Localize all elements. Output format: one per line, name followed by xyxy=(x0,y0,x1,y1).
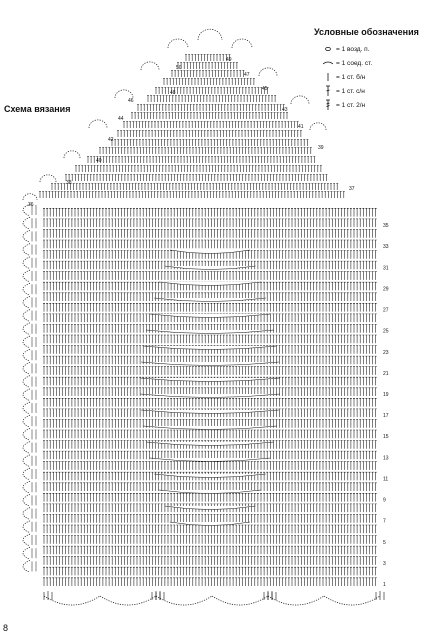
stitch-row xyxy=(43,483,377,491)
bottom-fan xyxy=(268,591,276,600)
border-stitches xyxy=(32,548,36,558)
motif-arc xyxy=(164,266,255,270)
left-scallop xyxy=(23,415,30,427)
row-number: 37 xyxy=(349,186,355,192)
stitch-row xyxy=(43,493,377,501)
row-number: 11 xyxy=(383,476,389,483)
left-scallop xyxy=(23,521,30,533)
left-scallop xyxy=(23,494,30,506)
bottom-scallop xyxy=(212,596,268,605)
legend-label-chain: = 1 возд. п. xyxy=(336,45,370,53)
border-stitches xyxy=(32,350,36,360)
scallop-arc xyxy=(259,68,277,76)
motif-arc xyxy=(143,346,277,350)
left-scallop xyxy=(23,283,30,295)
row-number: 3 xyxy=(383,560,386,567)
left-scallop xyxy=(23,296,30,308)
left-scallop xyxy=(23,336,30,348)
left-scallop xyxy=(23,270,30,282)
row-number: 1 xyxy=(383,582,386,588)
row-number: 15 xyxy=(383,434,389,441)
border-stitches xyxy=(32,443,36,453)
border-stitches xyxy=(32,337,36,347)
left-scallop xyxy=(23,468,30,480)
legend-label-single: = 1 ст. б/н xyxy=(336,73,366,81)
stitch-row xyxy=(43,578,377,586)
stitch-row xyxy=(43,303,377,311)
bottom-scallop xyxy=(268,596,324,605)
left-border xyxy=(23,204,36,572)
border-stitches xyxy=(32,258,36,268)
stitch-row xyxy=(43,525,377,533)
scallop-arc xyxy=(23,194,37,200)
stitch-row xyxy=(163,79,255,86)
legend-label-treble: = 1 ст. 2/н xyxy=(336,101,366,109)
bottom-scallop xyxy=(44,596,100,605)
row-number: 44 xyxy=(118,116,124,122)
left-scallop xyxy=(23,534,30,546)
left-scallop xyxy=(23,217,30,229)
border-stitches xyxy=(32,509,36,519)
row-number: 17 xyxy=(383,413,389,420)
stitch-row xyxy=(171,71,244,78)
row-number: 48 xyxy=(170,90,176,96)
motif-arc xyxy=(164,506,255,510)
row-number: 33 xyxy=(383,244,389,251)
stitch-row xyxy=(131,113,288,120)
scallop-arc xyxy=(168,39,188,48)
border-stitches xyxy=(32,271,36,281)
border-stitches xyxy=(32,456,36,466)
scallop-arc xyxy=(291,96,309,104)
row-number: 9 xyxy=(383,497,386,504)
motif-arc xyxy=(170,250,250,254)
stitch-row xyxy=(43,398,377,406)
motif-arc xyxy=(143,426,277,430)
stitch-row xyxy=(137,105,285,112)
row-number: 7 xyxy=(383,518,386,525)
left-scallop xyxy=(23,547,30,559)
left-scallop xyxy=(23,376,30,388)
border-stitches xyxy=(32,324,36,334)
stitch-row xyxy=(43,536,377,544)
left-scallop xyxy=(23,481,30,493)
legend-label-double: = 1 ст. с/н xyxy=(336,87,365,95)
row-number: 49 xyxy=(226,57,232,63)
row-number: 39 xyxy=(318,145,324,151)
left-scallop xyxy=(23,230,30,242)
stitch-row xyxy=(117,131,302,138)
border-stitches xyxy=(32,535,36,545)
stitch-row xyxy=(51,184,338,191)
row-number: 31 xyxy=(383,265,389,272)
left-scallop xyxy=(23,402,30,414)
stitch-row xyxy=(147,96,276,103)
left-scallop xyxy=(23,428,30,440)
border-stitches xyxy=(32,522,36,532)
stitch-row xyxy=(111,140,308,147)
bottom-scallop xyxy=(324,596,380,605)
border-stitches xyxy=(32,377,36,387)
row-number: 40 xyxy=(96,158,102,164)
left-scallop xyxy=(23,389,30,401)
motif-arc xyxy=(150,458,270,462)
stitch-row xyxy=(177,63,238,70)
motif-arc xyxy=(170,522,250,526)
motif-arc xyxy=(140,378,280,382)
border-stitches xyxy=(32,311,36,321)
border-stitches xyxy=(32,297,36,307)
scallop-arc xyxy=(115,90,133,98)
border-stitches xyxy=(32,363,36,373)
border-stitches xyxy=(32,218,36,228)
border-stitches xyxy=(32,390,36,400)
row-number: 21 xyxy=(383,370,389,377)
row-number: 38 xyxy=(66,180,72,186)
stitch-row xyxy=(43,367,377,375)
border-stitches xyxy=(32,429,36,439)
stitch-row xyxy=(99,148,312,155)
border-stitches xyxy=(32,403,36,413)
stitch-row xyxy=(43,272,377,280)
page-number: 8 xyxy=(3,623,9,633)
bottom-fan xyxy=(376,591,384,600)
scallop-arc xyxy=(198,29,222,40)
left-scallop xyxy=(23,508,30,520)
stitch-row xyxy=(43,546,377,554)
left-scallop xyxy=(23,244,30,256)
border-stitches xyxy=(32,482,36,492)
row-number: 25 xyxy=(383,328,389,335)
row-number: 42 xyxy=(108,137,114,143)
left-scallop xyxy=(23,257,30,269)
scallop-arc xyxy=(310,123,326,130)
scallop-arc xyxy=(64,151,80,158)
stitch-row xyxy=(43,240,377,248)
scallop-arc xyxy=(40,175,56,182)
border-stitches xyxy=(32,495,36,505)
border-stitches xyxy=(32,416,36,426)
row-number: 23 xyxy=(383,349,389,356)
motif-arc xyxy=(140,394,280,398)
motif-arc xyxy=(146,330,274,334)
stitch-row xyxy=(43,567,377,575)
stitch-row xyxy=(43,462,377,470)
row-number: 36 xyxy=(28,202,34,208)
stitch-row xyxy=(185,55,230,62)
row-number: 50 xyxy=(176,65,182,71)
stitch-row xyxy=(43,335,377,343)
border-stitches xyxy=(32,231,36,241)
scallop-arc xyxy=(141,62,159,70)
row-number: 5 xyxy=(383,539,386,546)
bottom-fan xyxy=(44,591,52,600)
row-number: 13 xyxy=(383,455,389,462)
legend-label-slip: = 1 соед. ст. xyxy=(336,59,373,67)
left-scallop xyxy=(23,362,30,374)
stitch-row xyxy=(43,219,377,227)
row-number: 41 xyxy=(298,124,304,130)
row-number: 46 xyxy=(128,98,134,104)
left-scallop xyxy=(23,442,30,454)
left-scallop xyxy=(23,323,30,335)
legend-title: Условные обозначения xyxy=(314,27,419,37)
row-number: 35 xyxy=(383,223,389,230)
stitch-row xyxy=(39,192,345,199)
stitch-row xyxy=(75,166,322,173)
bottom-border xyxy=(44,591,384,605)
bottom-fan xyxy=(156,591,164,600)
row-number: 43 xyxy=(282,107,288,113)
stitch-row xyxy=(87,157,315,164)
stitch-row xyxy=(43,514,377,522)
left-scallop xyxy=(23,560,30,572)
border-stitches xyxy=(32,469,36,479)
border-stitches xyxy=(32,561,36,571)
motif-arc xyxy=(141,362,279,366)
row-number: 47 xyxy=(244,72,250,78)
row-number: 29 xyxy=(383,286,389,293)
stitch-row xyxy=(43,229,377,237)
left-scallop xyxy=(23,310,30,322)
row-number: 45 xyxy=(262,86,268,92)
motif-arc xyxy=(159,490,261,494)
border-stitches xyxy=(32,284,36,294)
stitch-row xyxy=(65,175,327,182)
scallop-arc xyxy=(232,39,252,48)
scheme-title: Схема вязания xyxy=(4,104,71,114)
border-stitches xyxy=(32,245,36,255)
bottom-scallop xyxy=(100,596,156,605)
row-number: 27 xyxy=(383,307,389,314)
stitch-row xyxy=(123,122,299,129)
scallop-arc xyxy=(89,120,107,128)
stitch-row xyxy=(43,430,377,438)
stitch-row xyxy=(43,557,377,565)
left-scallop xyxy=(23,349,30,361)
row-number: 19 xyxy=(383,392,389,398)
stitch-row xyxy=(43,208,377,216)
left-scallop xyxy=(23,455,30,467)
bottom-scallop xyxy=(156,596,212,605)
